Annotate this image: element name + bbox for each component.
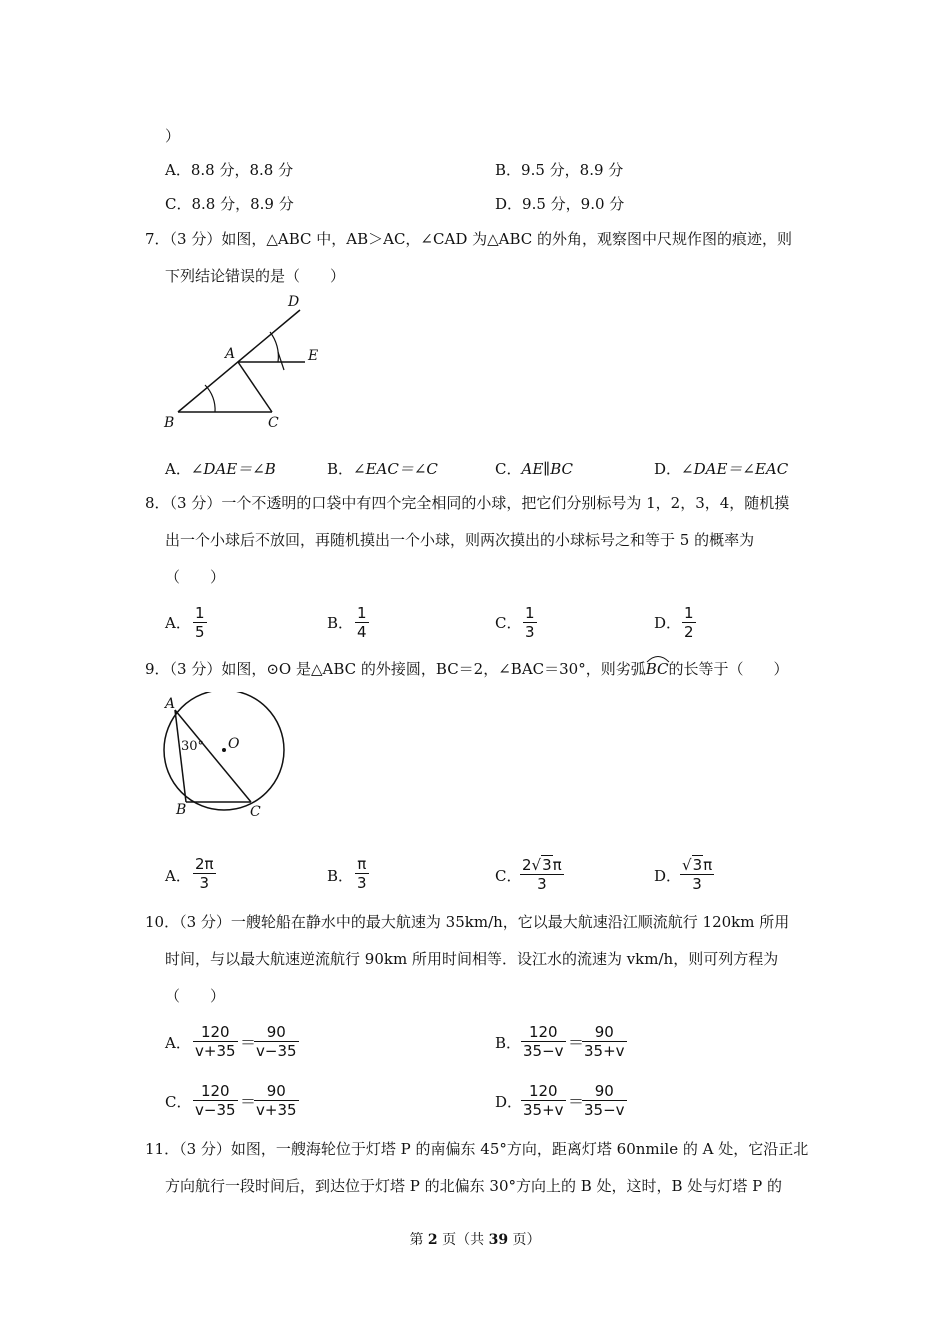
q7-option-b[interactable]: B．∠EAC＝∠C xyxy=(327,460,438,478)
label-a: A xyxy=(225,346,236,362)
q10-stem-line1: 10．（3 分）一艘轮船在静水中的最大航速为 35km/h，它以最大航速沿江顺流航行 120km 所用 xyxy=(145,913,790,931)
q10-option-a-label[interactable]: A． xyxy=(165,1034,191,1052)
q7-stem-line1: 7．（3 分）如图，△ABC 中，AB＞AC，∠CAD 为△ABC 的外角，观察图中尺规作图的痕迹，则 xyxy=(145,230,793,248)
q7-stem-line2: 下列结论错误的是（ ） xyxy=(165,267,346,285)
q10-option-b-label[interactable]: B． xyxy=(495,1034,522,1052)
q8-stem-line1: 8．（3 分）一个不透明的口袋中有四个完全相同的小球，把它们分别标号为 1，2，3，4，随机摸 xyxy=(145,494,790,512)
q8-option-a-label[interactable]: A． xyxy=(165,614,191,632)
center-o xyxy=(222,748,226,752)
q10-option-c-equals: ＝ xyxy=(240,1092,257,1111)
q10-option-b-right: $\frac{90}{35+v}$ xyxy=(584,1023,625,1060)
q7-option-a[interactable]: A．∠DAE＝∠B xyxy=(165,460,276,478)
arc-bc-notation: BC xyxy=(646,659,669,679)
q11-stem-line2: 方向航行一段时间后，到达位于灯塔 P 的北偏东 30°方向上的 B 处，这时，B 处与灯塔 P 的 xyxy=(165,1177,782,1195)
q10-option-d-left: $\frac{120}{35+v}$ xyxy=(523,1082,564,1119)
q10-stem-line3: （ ） xyxy=(165,987,226,1005)
q8-option-d-label[interactable]: D． xyxy=(654,614,682,632)
label-b: B xyxy=(176,802,187,818)
label-a: A xyxy=(165,696,176,712)
q10-option-c-right: $\frac{90}{v+35}$ xyxy=(256,1082,297,1119)
segment-ac xyxy=(175,710,251,802)
q8-option-d-fraction: $\frac{1}{2}$ xyxy=(684,604,694,641)
label-o: O xyxy=(228,736,240,752)
segment-ac xyxy=(238,362,272,412)
q10-option-c-label[interactable]: C． xyxy=(165,1093,192,1111)
q6-option-d[interactable]: D．9.5 分，9.0 分 xyxy=(495,195,625,213)
q10-stem-line2: 时间，与以最大航速逆流航行 90km 所用时间相等．设江水的流速为 vkm/h，则可列方程为 xyxy=(165,950,779,968)
q10-option-b-equals: ＝ xyxy=(568,1033,585,1052)
line-bd xyxy=(178,310,300,412)
q10-option-c-left: $\frac{120}{v-35}$ xyxy=(195,1082,236,1119)
q8-option-c-fraction: $\frac{1}{3}$ xyxy=(525,604,535,641)
page-footer: 第 2 页（共 39 页） xyxy=(409,1232,541,1248)
q9-stem: 9．（3 分）如图，⊙O 是△ABC 的外接圆，BC＝2，∠BAC＝30°，则劣弧 BC的长等于（ ） xyxy=(145,659,789,679)
q8-option-a-fraction: $\frac{1}{5}$ xyxy=(195,604,205,641)
q11-stem-line1: 11．（3 分）如图，一艘海轮位于灯塔 P 的南偏东 45°方向，距离灯塔 60nmile 的 A 处，它沿正北 xyxy=(145,1140,809,1158)
q6-paren: ） xyxy=(165,127,181,145)
label-d: D xyxy=(288,294,300,310)
q9-option-c-label[interactable]: C． xyxy=(495,867,522,885)
q9-option-d-fraction: $\frac{√3\pi}{3}$ xyxy=(682,856,713,893)
construction-mark xyxy=(278,352,284,370)
q10-option-b-left: $\frac{120}{35-v}$ xyxy=(523,1023,564,1060)
q6-option-c[interactable]: C．8.8 分，8.9 分 xyxy=(165,195,294,213)
label-b: B xyxy=(164,415,175,431)
segment-ab xyxy=(175,710,186,802)
q9-option-a-fraction: $\frac{2\pi}{3}$ xyxy=(195,855,214,892)
q8-option-c-label[interactable]: C． xyxy=(495,614,522,632)
q6-option-a[interactable]: A．8.8 分，8.8 分 xyxy=(165,161,294,179)
q10-option-d-right: $\frac{90}{35-v}$ xyxy=(584,1082,625,1119)
angle-label: 30° xyxy=(181,739,205,754)
label-c: C xyxy=(268,415,279,431)
q10-option-d-label[interactable]: D． xyxy=(495,1093,523,1111)
q10-option-a-right: $\frac{90}{v-35}$ xyxy=(256,1023,297,1060)
q8-option-b-label[interactable]: B． xyxy=(327,614,354,632)
label-e: E xyxy=(308,348,319,364)
q10-option-a-left: $\frac{120}{v+35}$ xyxy=(195,1023,236,1060)
q9-option-b-fraction: $\frac{\pi}{3}$ xyxy=(357,855,367,892)
q7-option-c[interactable]: C．AE∥BC xyxy=(495,460,573,478)
q8-stem-line3: （ ） xyxy=(165,568,226,586)
q9-option-c-fraction: $\frac{2√3\pi}{3}$ xyxy=(522,856,562,893)
q10-option-d-equals: ＝ xyxy=(568,1092,585,1111)
q9-option-b-label[interactable]: B． xyxy=(327,867,354,885)
q10-option-a-equals: ＝ xyxy=(240,1033,257,1052)
q9-figure xyxy=(158,692,293,822)
q7-figure xyxy=(160,290,330,435)
q9-option-a-label[interactable]: A． xyxy=(165,867,191,885)
label-c: C xyxy=(250,804,261,820)
q6-option-b[interactable]: B．9.5 分，8.9 分 xyxy=(495,161,624,179)
q9-option-d-label[interactable]: D． xyxy=(654,867,682,885)
arc-at-a xyxy=(270,332,278,362)
q8-stem-line2: 出一个小球后不放回，再随机摸出一个小球，则两次摸出的小球标号之和等于 5 的概率为 xyxy=(165,531,755,549)
q8-option-b-fraction: $\frac{1}{4}$ xyxy=(357,604,367,641)
q7-option-d[interactable]: D．∠DAE＝∠EAC xyxy=(654,460,789,478)
